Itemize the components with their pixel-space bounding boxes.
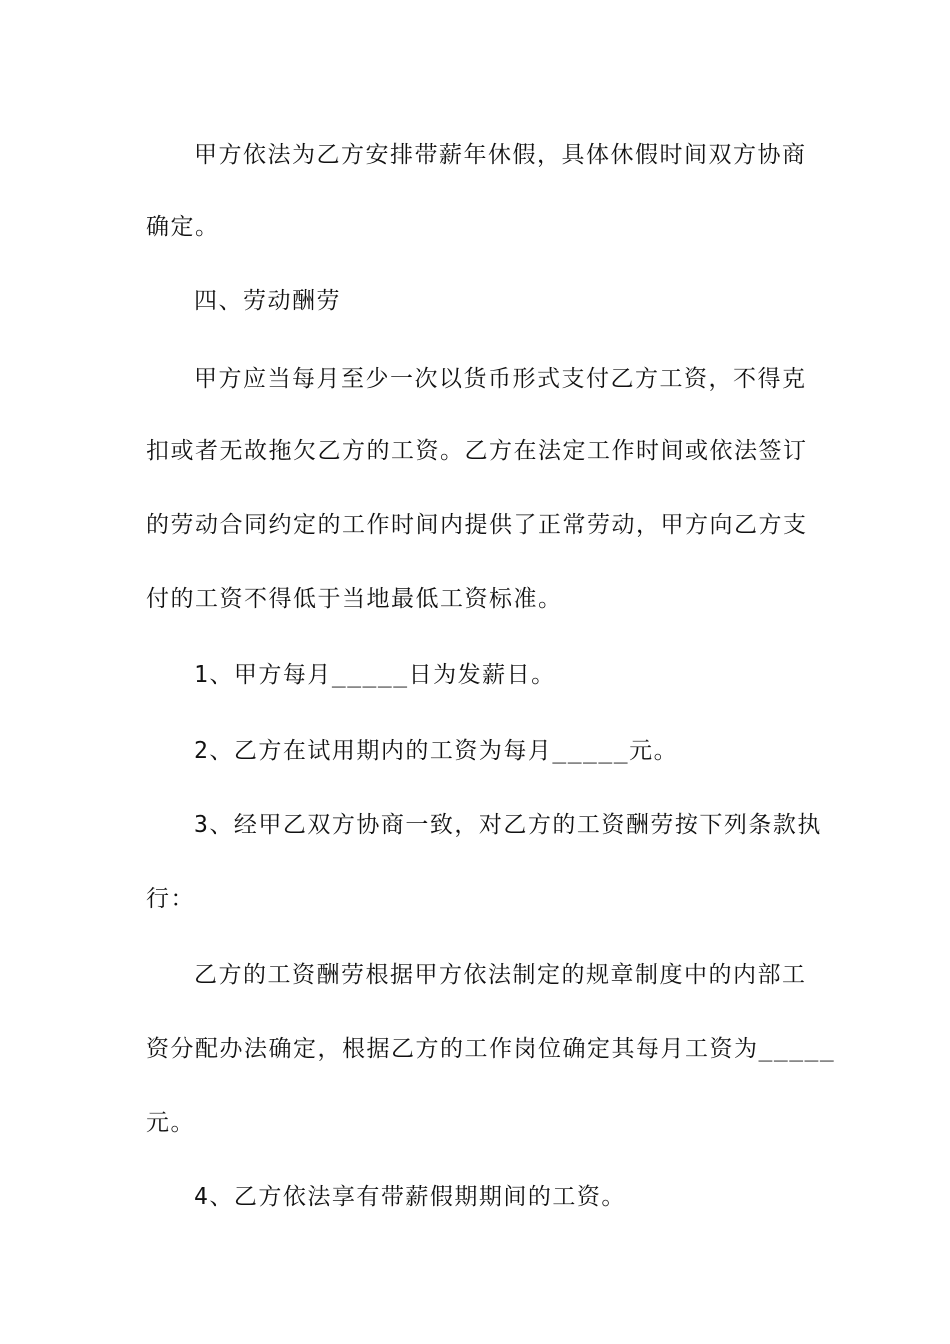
paragraph-line: 扣或者无故拖欠乙方的工资。乙方在法定工作时间或依法签订 (146, 438, 808, 464)
paragraph-line: 付的工资不得低于当地最低工资标准。 (146, 586, 563, 612)
paragraph-line: 甲方依法为乙方安排带薪年休假，具体休假时间双方协商 (194, 142, 807, 168)
paragraph-line: 行： (146, 886, 195, 912)
paragraph-line: 乙方的工资酬劳根据甲方依法制定的规章制度中的内部工 (194, 962, 807, 988)
paragraph-line: 甲方应当每月至少一次以货币形式支付乙方工资，不得克 (194, 366, 807, 392)
paragraph-line: 资分配办法确定，根据乙方的工作岗位确定其每月工资为_____ (146, 1036, 836, 1062)
list-item: 2、乙方在试用期内的工资为每月_____元。 (194, 738, 679, 764)
paragraph-line: 元。 (146, 1110, 195, 1136)
list-item: 4、乙方依法享有带薪假期期间的工资。 (194, 1184, 626, 1210)
paragraph-line: 确定。 (146, 214, 220, 240)
list-item: 1、甲方每月_____日为发薪日。 (194, 662, 556, 688)
list-item: 3、经甲乙双方协商一致，对乙方的工资酬劳按下列条款执 (194, 812, 822, 838)
paragraph-line: 的劳动合同约定的工作时间内提供了正常劳动，甲方向乙方支 (146, 512, 808, 538)
section-heading: 四、劳动酬劳 (194, 288, 341, 314)
